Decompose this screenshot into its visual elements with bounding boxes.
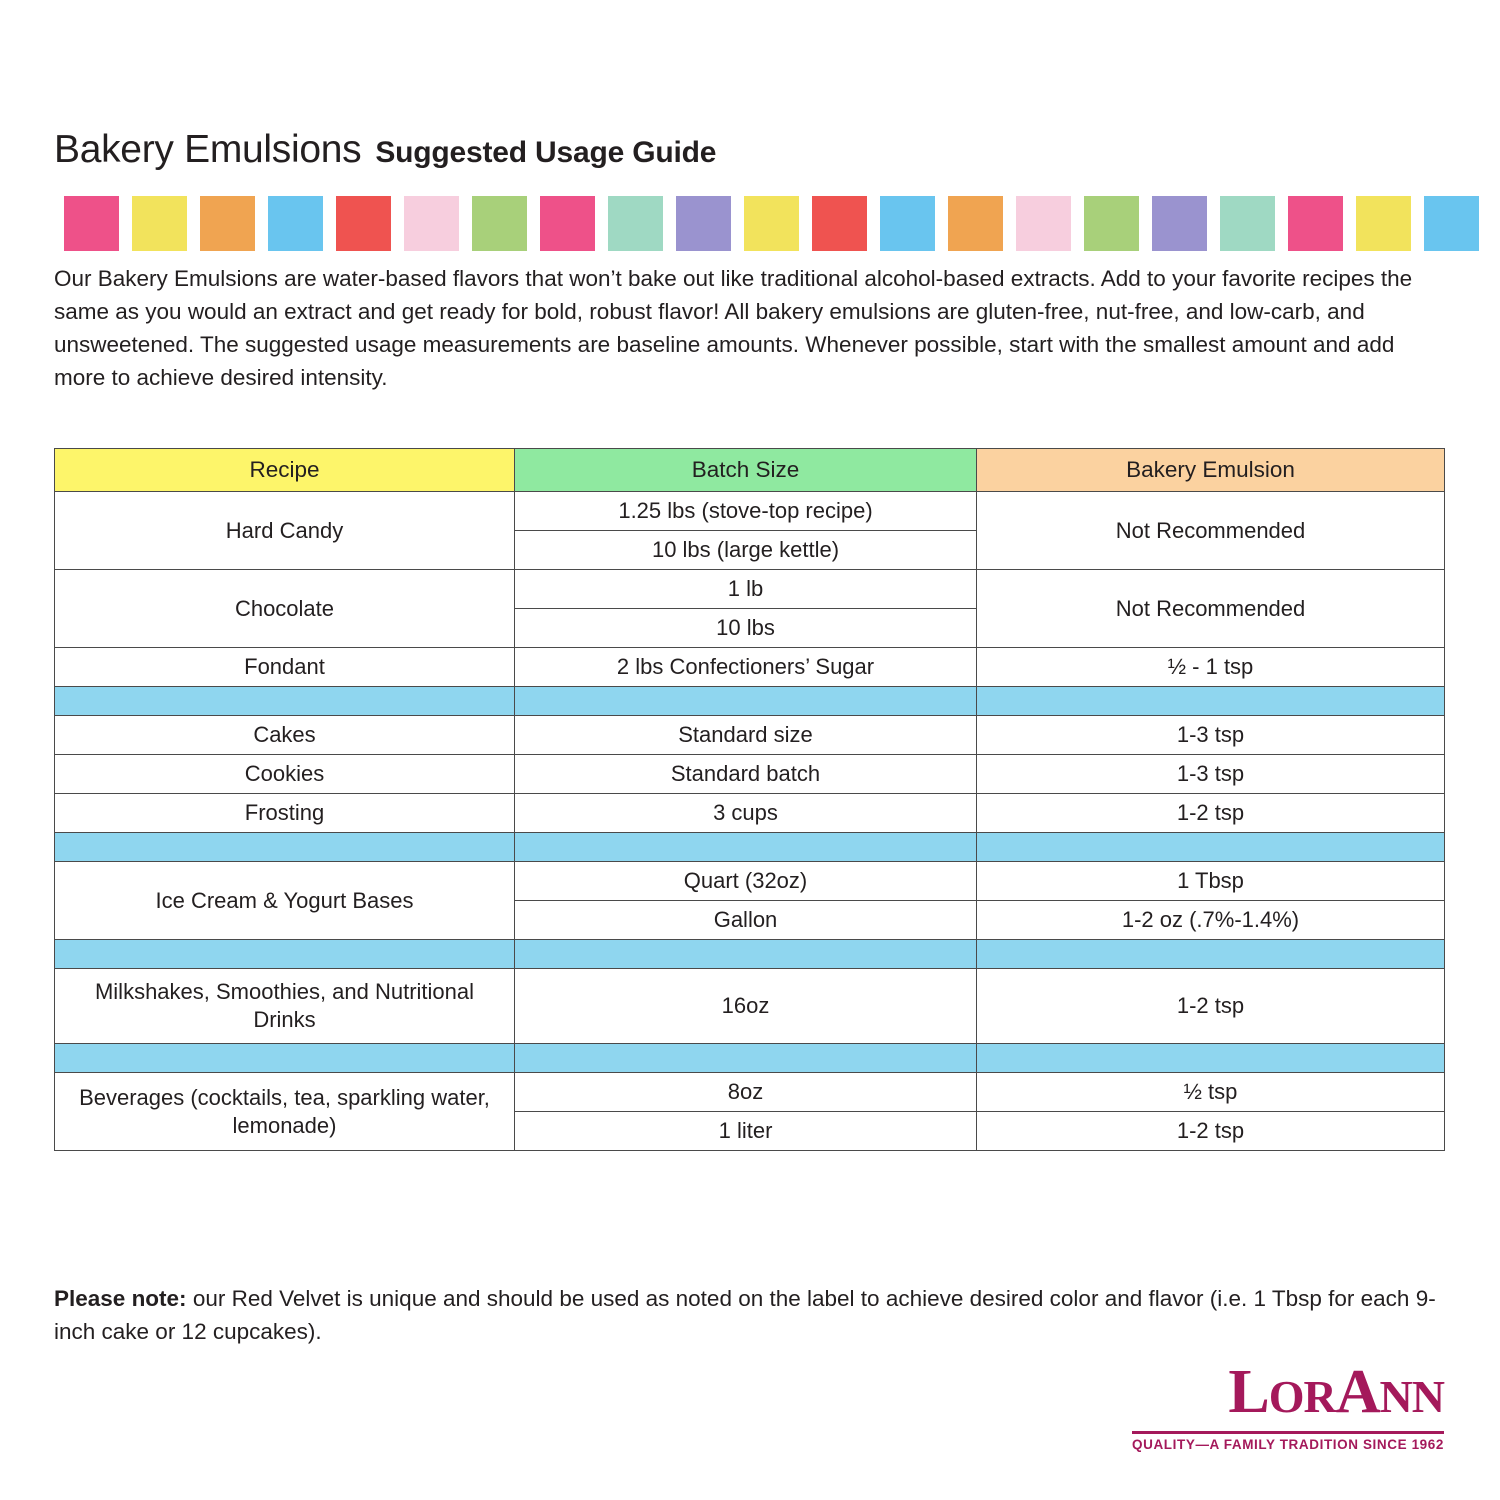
color-swatch [268,196,323,251]
color-swatch [64,196,119,251]
cell-batch: 1.25 lbs (stove-top recipe) [515,492,977,531]
logo-letter-a: A [1335,1358,1380,1426]
table-spacer-row [55,1044,1445,1073]
cell-batch: 2 lbs Confectioners’ Sugar [515,648,977,687]
cell-emulsion: 1-2 oz (.7%-1.4%) [977,901,1445,940]
color-swatch [676,196,731,251]
color-swatch [1152,196,1207,251]
cell-emulsion: ½ - 1 tsp [977,648,1445,687]
cell-emulsion: 1-3 tsp [977,755,1445,794]
table-row [55,648,1445,687]
color-swatch [336,196,391,251]
cell-batch: 16oz [515,969,977,1044]
cell-emulsion: Not Recommended [977,570,1445,648]
color-swatch [1356,196,1411,251]
cell-batch: Standard size [515,716,977,755]
spacer-cell [515,833,977,862]
color-swatch [1016,196,1071,251]
table-spacer-row [55,940,1445,969]
column-header-recipe: Recipe [55,449,515,492]
color-swatch [948,196,1003,251]
color-swatch [540,196,595,251]
cell-batch: 8oz [515,1073,977,1112]
color-swatch [404,196,459,251]
cell-recipe: Beverages (cocktails, tea, sparkling water, lemonade) [55,1073,515,1151]
column-header-batch-size: Batch Size [515,449,977,492]
cell-emulsion: 1-2 tsp [977,794,1445,833]
cell-recipe: Ice Cream & Yogurt Bases [55,862,515,940]
title-main: Bakery Emulsions [54,128,362,171]
table-spacer-row [55,833,1445,862]
spacer-cell [515,687,977,716]
cell-batch: Gallon [515,901,977,940]
table-row [55,492,1445,531]
color-swatch [812,196,867,251]
title-subtitle: Suggested Usage Guide [375,136,717,169]
cell-emulsion: 1 Tbsp [977,862,1445,901]
intro-paragraph: Our Bakery Emulsions are water-based flavors that won’t bake out like traditional alcohol-based extracts. Add to your favorite recipes the same as you would an extract and get ready for bold, robust flavor! All bakery emulsions are gluten-free, nut-free, and low-carb, and unsweetened. The suggested usage measurements are baseline amounts. Whenever possible, start with the smallest amount and add more to achieve desired intensity. [54,266,1413,390]
table-row [55,862,1445,901]
usage-table [54,448,1445,1151]
cell-emulsion: 1-3 tsp [977,716,1445,755]
cell-emulsion: 1-2 tsp [977,969,1445,1044]
color-swatch [608,196,663,251]
usage-table-wrapper [54,448,1444,1151]
table-row [55,1073,1445,1112]
cell-recipe: Cookies [55,755,515,794]
color-swatch [1424,196,1479,251]
color-swatch [200,196,255,251]
color-swatch [472,196,527,251]
color-swatch [744,196,799,251]
color-swatch [1084,196,1139,251]
logo-wordmark [1132,1360,1444,1429]
cell-batch: 1 liter [515,1112,977,1151]
spacer-cell [55,940,515,969]
logo-letters-nn: NN [1379,1371,1444,1422]
spacer-cell [977,940,1445,969]
spacer-cell [515,940,977,969]
table-row [55,755,1445,794]
page-title [54,128,716,172]
cell-recipe: Milkshakes, Smoothies, and Nutritional Drinks [55,969,515,1044]
color-swatch [1288,196,1343,251]
logo-divider [1132,1431,1444,1434]
spacer-cell [515,1044,977,1073]
footnote-text: our Red Velvet is unique and should be used as noted on the label to achieve desired color and flavor (i.e. 1 Tbsp for each 9-inch cake or 12 cupcakes). [54,1286,1436,1344]
table-row [55,969,1445,1044]
cell-batch: 3 cups [515,794,977,833]
cell-recipe: Chocolate [55,570,515,648]
column-header-bakery-emulsion: Bakery Emulsion [977,449,1445,492]
color-swatch [132,196,187,251]
spacer-cell [55,687,515,716]
logo-letter-l: L [1228,1358,1269,1426]
spacer-cell [977,1044,1445,1073]
spacer-cell [55,833,515,862]
table-spacer-row [55,687,1445,716]
cell-emulsion: 1-2 tsp [977,1112,1445,1151]
cell-batch: Quart (32oz) [515,862,977,901]
cell-batch: Standard batch [515,755,977,794]
color-swatch [1220,196,1275,251]
spacer-cell [977,687,1445,716]
footnote [54,1282,1444,1348]
table-row [55,570,1445,609]
table-row [55,794,1445,833]
table-row [55,716,1445,755]
brand-logo [1132,1360,1444,1452]
cell-recipe: Frosting [55,794,515,833]
cell-recipe: Cakes [55,716,515,755]
cell-batch: 1 lb [515,570,977,609]
cell-recipe: Fondant [55,648,515,687]
footnote-label: Please note: [54,1286,187,1311]
cell-batch: 10 lbs (large kettle) [515,531,977,570]
logo-letters-or: OR [1268,1371,1336,1422]
cell-recipe: Hard Candy [55,492,515,570]
cell-emulsion: Not Recommended [977,492,1445,570]
table-header-row [55,449,1445,492]
cell-emulsion: ½ tsp [977,1073,1445,1112]
color-swatch-strip [64,196,1479,251]
spacer-cell [977,833,1445,862]
logo-tagline: QUALITY—A FAMILY TRADITION SINCE 1962 [1132,1437,1444,1452]
spacer-cell [55,1044,515,1073]
color-swatch [880,196,935,251]
cell-batch: 10 lbs [515,609,977,648]
